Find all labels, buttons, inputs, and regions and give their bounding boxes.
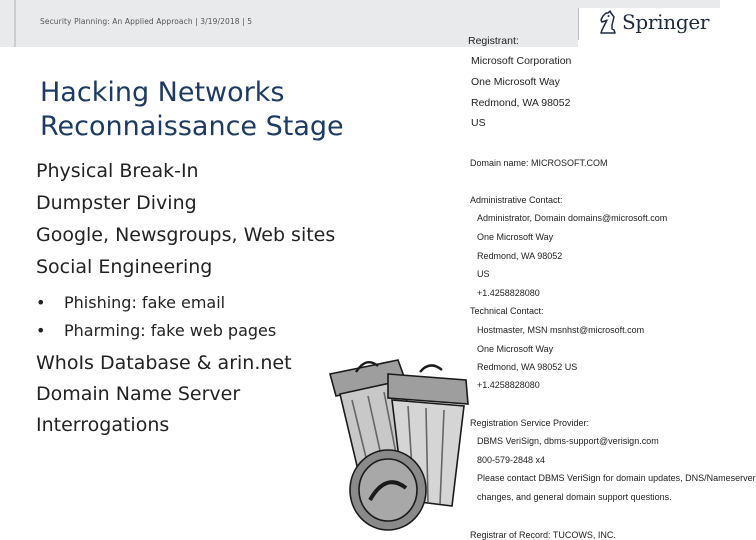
registrant-line: US: [471, 117, 486, 129]
bullet-item: Google, Newsgroups, Web sites: [36, 224, 336, 246]
title-line-2: Reconnaissance Stage: [40, 111, 344, 142]
bullet-item: WhoIs Database & arin.net: [36, 352, 292, 374]
sub-bullet-text: Pharming: fake web pages: [64, 321, 277, 340]
registrant-line: Redmond, WA 98052: [471, 97, 571, 109]
tech-contact-label: Technical Contact:: [470, 306, 544, 316]
title-line-1: Hacking Networks: [40, 77, 285, 108]
bullet-marker: •: [36, 321, 46, 340]
registrant-line: One Microsoft Way: [471, 76, 560, 88]
tech-contact-line: One Microsoft Way: [477, 344, 554, 354]
provider-line: DBMS VeriSign, dbms-support@verisign.com: [477, 436, 659, 446]
trash-cans-icon: [326, 322, 476, 537]
slide-title: [40, 76, 344, 144]
admin-contact-line: One Microsoft Way: [477, 232, 554, 242]
provider-line: Please contact DBMS VeriSign for domain updates, DNS/Nameserver: [477, 473, 756, 483]
tech-contact-line: Hostmaster, MSN msnhst@microsoft.com: [477, 325, 645, 335]
whois-record: [468, 0, 756, 540]
registrar-line: Registrar of Record: TUCOWS, INC.: [470, 530, 616, 540]
provider-line: changes, and general domain support questions.: [477, 492, 672, 502]
tech-contact-line: Redmond, WA 98052 US: [477, 362, 578, 372]
provider-line: 800-579-2848 x4: [477, 455, 546, 465]
sub-bullet-item: [36, 289, 366, 317]
header-left-rule: [14, 0, 16, 47]
tech-contact-line: +1.4258828080: [477, 380, 540, 390]
provider-label: Registration Service Provider:: [470, 418, 590, 428]
bullet-marker: •: [36, 293, 46, 312]
sub-bullet-item: [36, 317, 366, 345]
sub-bullet-text: Phishing: fake email: [64, 293, 226, 312]
domain-name: Domain name: MICROSOFT.COM: [470, 158, 608, 168]
bullet-item: Interrogations: [36, 414, 170, 436]
admin-contact-label: Administrative Contact:: [470, 195, 563, 205]
bullet-item: Dumpster Diving: [36, 192, 197, 214]
registrant-label: Registrant:: [468, 35, 519, 47]
admin-contact-line: Administrator, Domain domains@microsoft.com: [477, 213, 668, 223]
bullet-item: Physical Break-In: [36, 160, 199, 182]
bullet-item: Domain Name Server: [36, 383, 241, 405]
slide-meta: Security Planning: An Applied Approach | 3/19/2018 | 5: [40, 17, 253, 26]
admin-contact-line: Redmond, WA 98052: [477, 251, 563, 261]
bullet-item: Social Engineering: [36, 256, 213, 278]
sub-bullet-list: [36, 289, 366, 345]
bullet-list: [36, 155, 366, 438]
registrant-line: Microsoft Corporation: [471, 55, 572, 67]
logo-wordmark: Springer: [622, 10, 710, 34]
admin-contact-line: +1.4258828080: [477, 288, 540, 298]
admin-contact-line: US: [477, 269, 490, 279]
